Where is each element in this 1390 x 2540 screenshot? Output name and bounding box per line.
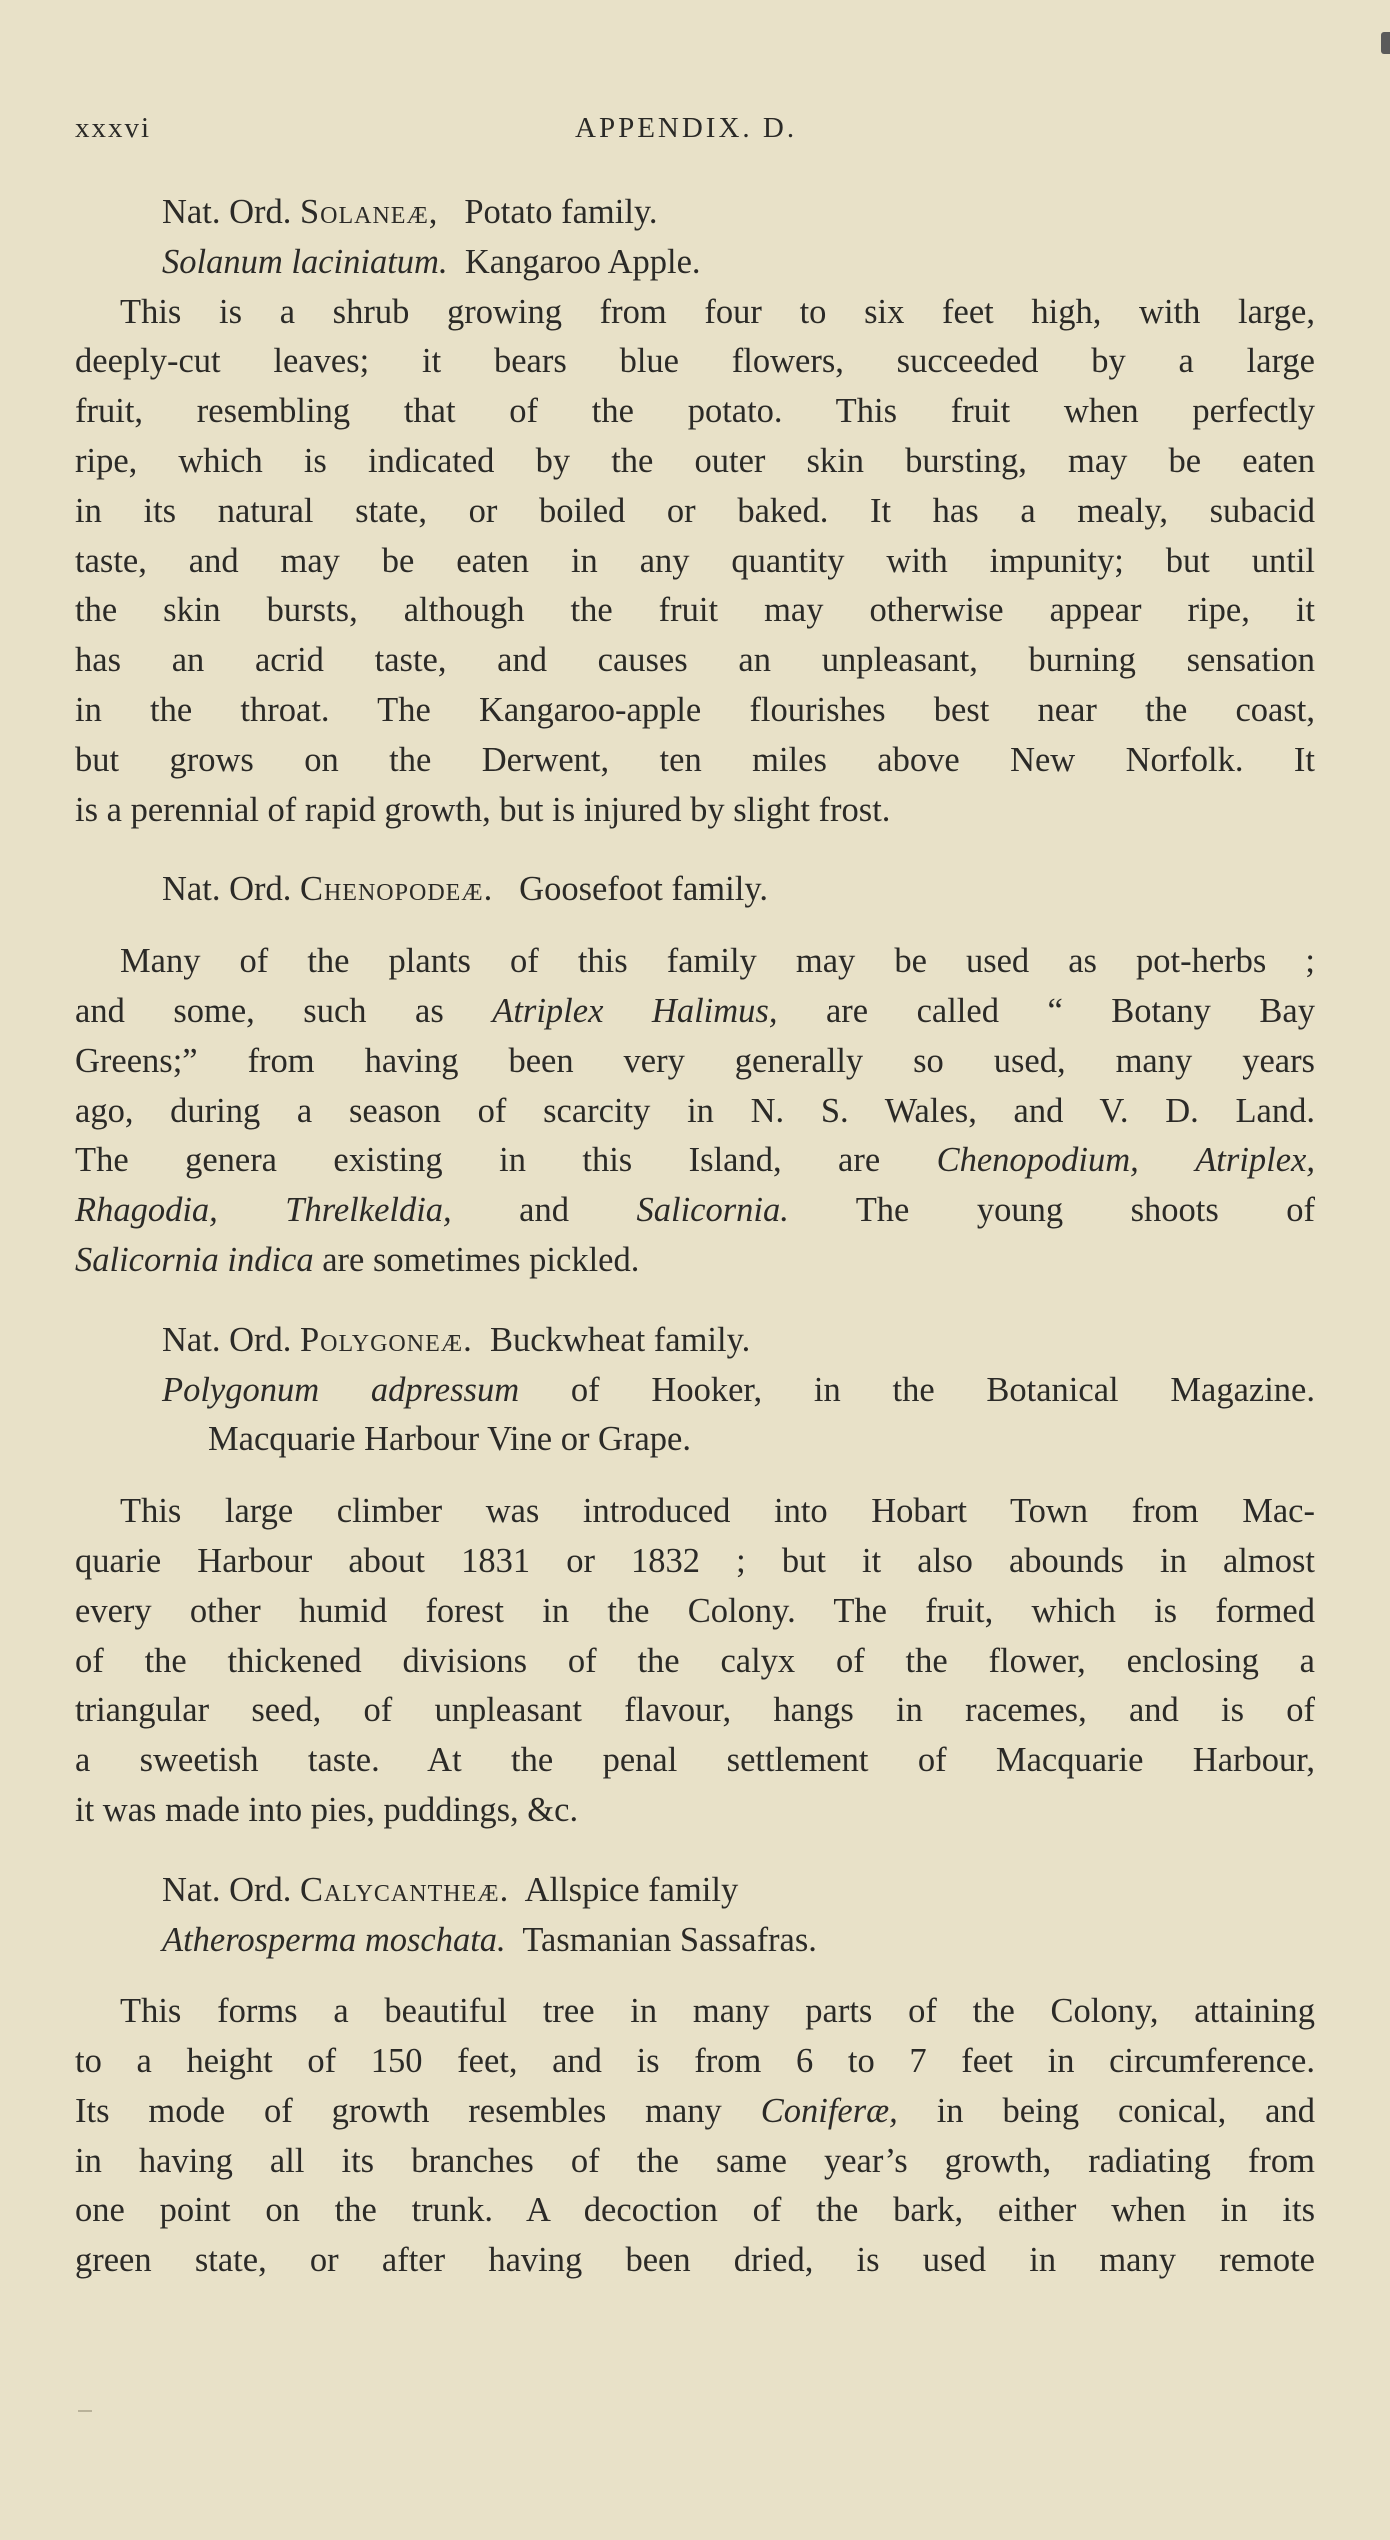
text-line: deeply-cut leaves; it bears blue flowers, succeeded by a large <box>75 342 1315 381</box>
text-line: triangular seed, of unpleasant flavour, hangs in racemes, and is of <box>75 1691 1315 1730</box>
text-line: This forms a beautiful tree in many parts of the Colony, attaining <box>120 1992 1315 2031</box>
text-line: This is a shrub growing from four to six feet high, with large, <box>120 292 1315 331</box>
species-line-solanum: Solanum laciniatum. Kangaroo Apple. <box>162 242 701 281</box>
text-line: taste, and may be eaten in any quantity with impunity; but until <box>75 541 1315 580</box>
text-line: fruit, resembling that of the potato. This fruit when perfectly <box>75 392 1315 431</box>
text-line: a sweetish taste. At the penal settlement of Macquarie Harbour, <box>75 1741 1315 1780</box>
text-line: in having all its branches of the same year’s growth, radiating from <box>75 2141 1315 2180</box>
text-line: This large climber was introduced into Hobart Town from Mac- <box>120 1492 1315 1531</box>
text-line: every other humid forest in the Colony. The fruit, which is formed <box>75 1591 1315 1630</box>
species-line-polygonum: Polygonum adpressum of Hooker, in the Botanical Magazine. <box>162 1370 1315 1409</box>
text-line: Salicornia indica are sometimes pickled. <box>75 1240 640 1279</box>
margin-mark <box>78 2410 92 2412</box>
text-line: in the throat. The Kangaroo-apple flourishes best near the coast, <box>75 690 1315 729</box>
species-line-atherosperma: Atherosperma moschata. Tasmanian Sassafras. <box>162 1920 817 1959</box>
text-line: it was made into pies, puddings, &c. <box>75 1790 579 1829</box>
text-line: The genera existing in this Island, are Chenopodium, Atriplex, <box>75 1141 1315 1180</box>
text-line: to a height of 150 feet, and is from 6 to 7 feet in circumference. <box>75 2042 1315 2081</box>
text-line: and some, such as Atriplex Halimus, are called “ Botany Bay <box>75 991 1316 1030</box>
section-heading-calycantheae: Nat. Ord. Calycantheæ. Allspice family <box>162 1870 739 1909</box>
section-heading-polygoneae: Nat. Ord. Polygoneæ. Buckwheat family. <box>162 1320 751 1359</box>
page-body <box>75 188 1315 2286</box>
text-line: Greens;” from having been very generally so used, many years <box>75 1041 1315 1080</box>
text-line: green state, or after having been dried, is used in many remote <box>75 2241 1315 2280</box>
text-line: has an acrid taste, and causes an unpleasant, burning sensation <box>75 641 1315 680</box>
species-common-polygonum: Macquarie Harbour Vine or Grape. <box>208 1420 691 1459</box>
section-heading-solaneae: Nat. Ord. Solaneæ, Potato family. <box>162 193 658 231</box>
running-header <box>75 112 1315 152</box>
text-line: Rhagodia, Threlkeldia, and Salicornia. The young shoots of <box>75 1191 1315 1230</box>
text-line: Its mode of growth resembles many Coniferæ, in being conical, and <box>75 2091 1315 2130</box>
text-line: but grows on the Derwent, ten miles above New Norfolk. It <box>75 740 1315 779</box>
text-line: ripe, which is indicated by the outer skin bursting, may be eaten <box>75 441 1315 480</box>
section-heading-chenopodeae: Nat. Ord. Chenopodeæ. Goosefoot family. <box>162 870 768 909</box>
text-line: Many of the plants of this family may be used as pot-herbs ; <box>120 942 1315 981</box>
page-edge-mark <box>1381 32 1390 54</box>
text-line: quarie Harbour about 1831 or 1832 ; but it also abounds in almost <box>75 1541 1315 1580</box>
text-line: is a perennial of rapid growth, but is injured by slight frost. <box>75 790 891 829</box>
running-title: APPENDIX. D. <box>575 112 798 144</box>
text-line: the skin bursts, although the fruit may otherwise appear ripe, it <box>75 591 1315 630</box>
page-number: xxxvi <box>75 112 152 144</box>
text-line: in its natural state, or boiled or baked. It has a mealy, subacid <box>75 491 1315 530</box>
text-line: one point on the trunk. A decoction of the bark, either when in its <box>75 2191 1315 2230</box>
text-line: of the thickened divisions of the calyx of the flower, enclosing a <box>75 1641 1315 1680</box>
text-line: ago, during a season of scarcity in N. S. Wales, and V. D. Land. <box>75 1091 1315 1130</box>
